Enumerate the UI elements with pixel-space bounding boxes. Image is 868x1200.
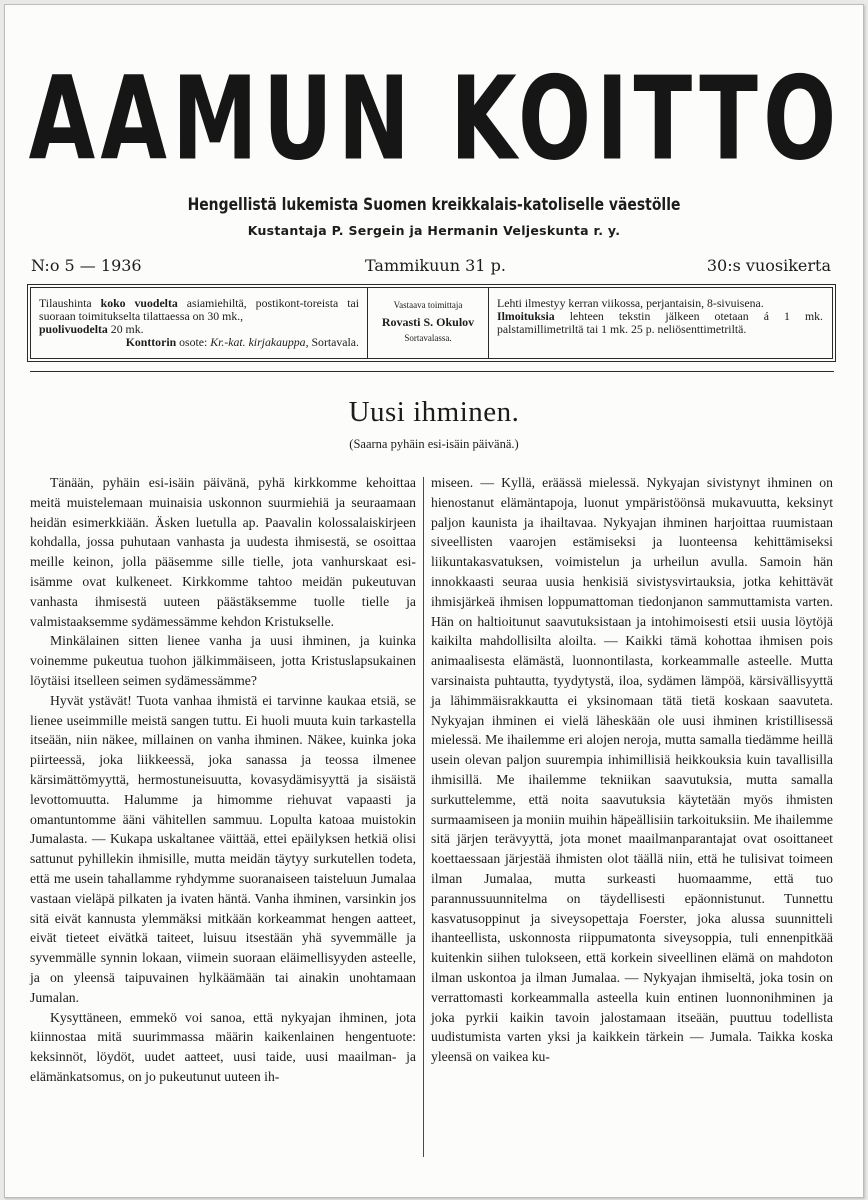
publication-info [497,297,823,367]
publisher-line: Kustantaja P. Sergein ja Hermanin Veljeskunta r. y. [247,223,621,238]
paragraph: Tänään, pyhäin esi-isäin päivänä, pyhä kirkkomme kehoittaa meitä muistelemaan muinaisia uskonnon suurmiehiä ja seuraamaan heidän esimerkkiään. Äsken luetulla ap. Paavalin kolossalaiskirjeen kohdalla, jossa puhutaan vanhasta ja uudesta ihmisestä, se osoittaa meille keinon, jolla pääsemme sille tielle, jota vanhurskaat esi-isämme ovat kulkeneet. Kirkkomme tahtoo meidän pukeutuvan vanhasta ihmisestä uuteen päästäksemme tuolle tielle ja valmistaaksemme sydämessämme kehdon Kristukselle. [30,475,416,629]
masthead-title: AAMUN KOITTO [28,51,842,187]
editor-name: Rovasti S. Okulov [381,315,475,329]
issue-date: Tammikuun 31 p. [365,256,506,275]
office-address: Konttorin osote: Kr.-kat. kirjakauppa, Sortavala. [125,335,359,349]
paragraph: Hyvät ystävät! Tuota vanhaa ihmistä ei tarvinne kaukaa etsiä, se lienee useimmille meistä sangen tuttu. Ei huoli muuta kuin tarkastella itseään, niin näkee, millainen on vanha ihminen. Näkee, kuinka joka piirteessä, joka liikkeessä, joka sanassa ja teossa ilmenee kärsimättömyyttä, hermostuneisuutta, kovasydämisyyttä ja sisäistä levottomuutta. Halumme ja himomme riehuvat vapaasti ja omantuntomme ääni vähitellen sammuu. Lopulta katoaa muistokin Jumalasta. — Kukapa uskaltanee väittää, ettei epäilyksen hetkiä olisi sattunut pyhillekin ihmisille, mutta meidän täytyy surkutellen todeta, että me usein tahallamme ryhdymme suoranaiseen taisteluun Jumalaa vastaan vieläpä pilkaten ja ivaten häntä. Vanha ihminen, varsinkin jos sitä eivät kannusta ylemmäksi mitkään korkeammat hengen aatteet, eivät tieteet eivätkä taiteet, luisuu itsestään yhä syvemmälle ja syvemmälle synnin lokaan, viimein suoraan eläimellisyyden asteelle, ja on yleensä taipuvainen hylkäämään tai ainakin unohtamaan Jumalan. [30,692,416,1005]
editor-label: Vastaava toimittaja [393,300,463,310]
column-divider [423,477,424,1157]
article-title: Uusi ihminen. [348,396,520,428]
article-subtitle: (Saarna pyhäin esi-isäin päivänä.) [349,437,519,451]
subscription-price: Tilaushinta koko vuodelta asiamiehiltä, postikont-toreista tai suoraan toimitukselta tilattaessa on 30 mk., [39,296,360,323]
article-column-right [431,473,833,1067]
half-year-price: puolivuodelta 20 mk. [39,322,144,336]
editor-info [367,288,489,358]
newspaper-page [4,4,864,1198]
issue-number: N:o 5 — 1936 [31,256,142,275]
advertising-rates: Ilmoituksia lehteen tekstin jälkeen otetaan á 1 mk. palstamillimetriltä tai 1 mk. 25 p. neliösenttimetriltä. [497,309,823,336]
masthead-subtitle: Hengellistä lukemista Suomen kreikkalais-katoliselle väestölle [187,195,681,215]
dateline [31,256,831,278]
subscription-info [39,297,359,367]
editor-location: Sortavalassa. [404,333,452,343]
volume-number: 30:s vuosikerta [706,256,831,275]
paragraph: Minkälainen sitten lienee vanha ja uusi ihminen, ja kuinka voinemme pukeutua tuohon jälkimmäiseen, jotta Kristuslapsukainen löytäisi itselleen seimen sydämessämme? [30,633,416,688]
info-box [30,287,833,359]
header-divider [30,371,834,372]
article-column-left [30,473,416,1087]
publication-frequency: Lehti ilmestyy kerran viikossa, perjantaisin, 8-sivuisena. [497,296,764,310]
paragraph: miseen. — Kyllä, eräässä mielessä. Nykyajan sivistynyt ihminen on hienostanut elämäntapoja, luonut ympäristöönsä mukavuutta, keksinyt paljon kaunista ja ihailtavaa. Nykyajan ihminen harjoittaa ruumistaan siveellisten vaarojen estämiseksi ja luonteensa kehittämiseksi liikuntakasvatuksen, voimistelun ja urheilun avulla. Samoin hän innokkaasti seuraa uusia henkisiä sivistysvirtauksia, jotka kehittävät ihmisjärkeä ihmisen loppumattoman tiedonjanon sammuttamista varten. Hän on haltioitunut saavutuksistaan ja intohimoisesti etsii uusia löytöjä kaikilta mahdollisilta aloilta. — Kaikki tämä kohottaa ihmisen pois animaalisesta elämästä, luonnontilasta, korkeammalle asteelle. Mutta varsinaista puhtautta, tyydytystä, iloa, sydämen lämpöä, kärsivällisyyttä ja lähimmäisrakkautta ei yksinomaan tätä tietä koskaan saavuteta. Nykyajan ihminen ei vielä läheskään ole uusi ihminen kristillisessä mielessä. Me ihailemme eri alojen neroja, mutta samalla tiedämme heillä usein olevan paljon suurempia inhimillisiä heikkouksia kuin tavallisilla ihmisillä. Me ihailemme tekniikan saavutuksia, mutta samalla surkuttelemme, että noita saavutuksia käytetään myös ihmisten surmaamiseen ja moniin muihin häpeällisiin tarkoituksiin. Me ihailemme sitä järjen terävyyttä, jota monet maailmanparantajat ovat osoittaneet koettaessaan järjestää ihmisten olot täällä niin, että he tulisivat toimeen ilman Jumalaa, mutta surkeasti huomaamme, että tuo parannussuunnitelma on täydellisesti epäonnistunut. Tunnettu kasvatusoppinut ja siveysopettaja Foerster, joka alussa suunnitteli ihanteellista, uskonnosta riippumatonta siveysoppia, tuli ennenpitkää kuitenkin siihen tulokseen, että korkein siveellinen elämä on mahdoton ilman uskontoa ja ilman Jumalaa. — Nykyajan ihmiseltä, joka tosin on verrattomasti korkeammalla asteella kuin entinen luonnonihminen ja joka pyrkii kaikin tavoin jalostamaan itseään, puuttuu todellista uudistumista varten yksi ja kaikkein tärkein — Jumala. Taikka koska yleensä on vaikea ku- [431,475,833,1065]
paragraph: Kysyttäneen, emmekö voi sanoa, että nykyajan ihminen, jota kiinnostaa mitä suurimmassa määrin kaikenlainen hengentuote: keksinnöt, löydöt, uudet aatteet, uusi taide, uusi maailman- ja elämänkatsomus, on jo pukeutunut uuteen ih- [30,1009,416,1084]
